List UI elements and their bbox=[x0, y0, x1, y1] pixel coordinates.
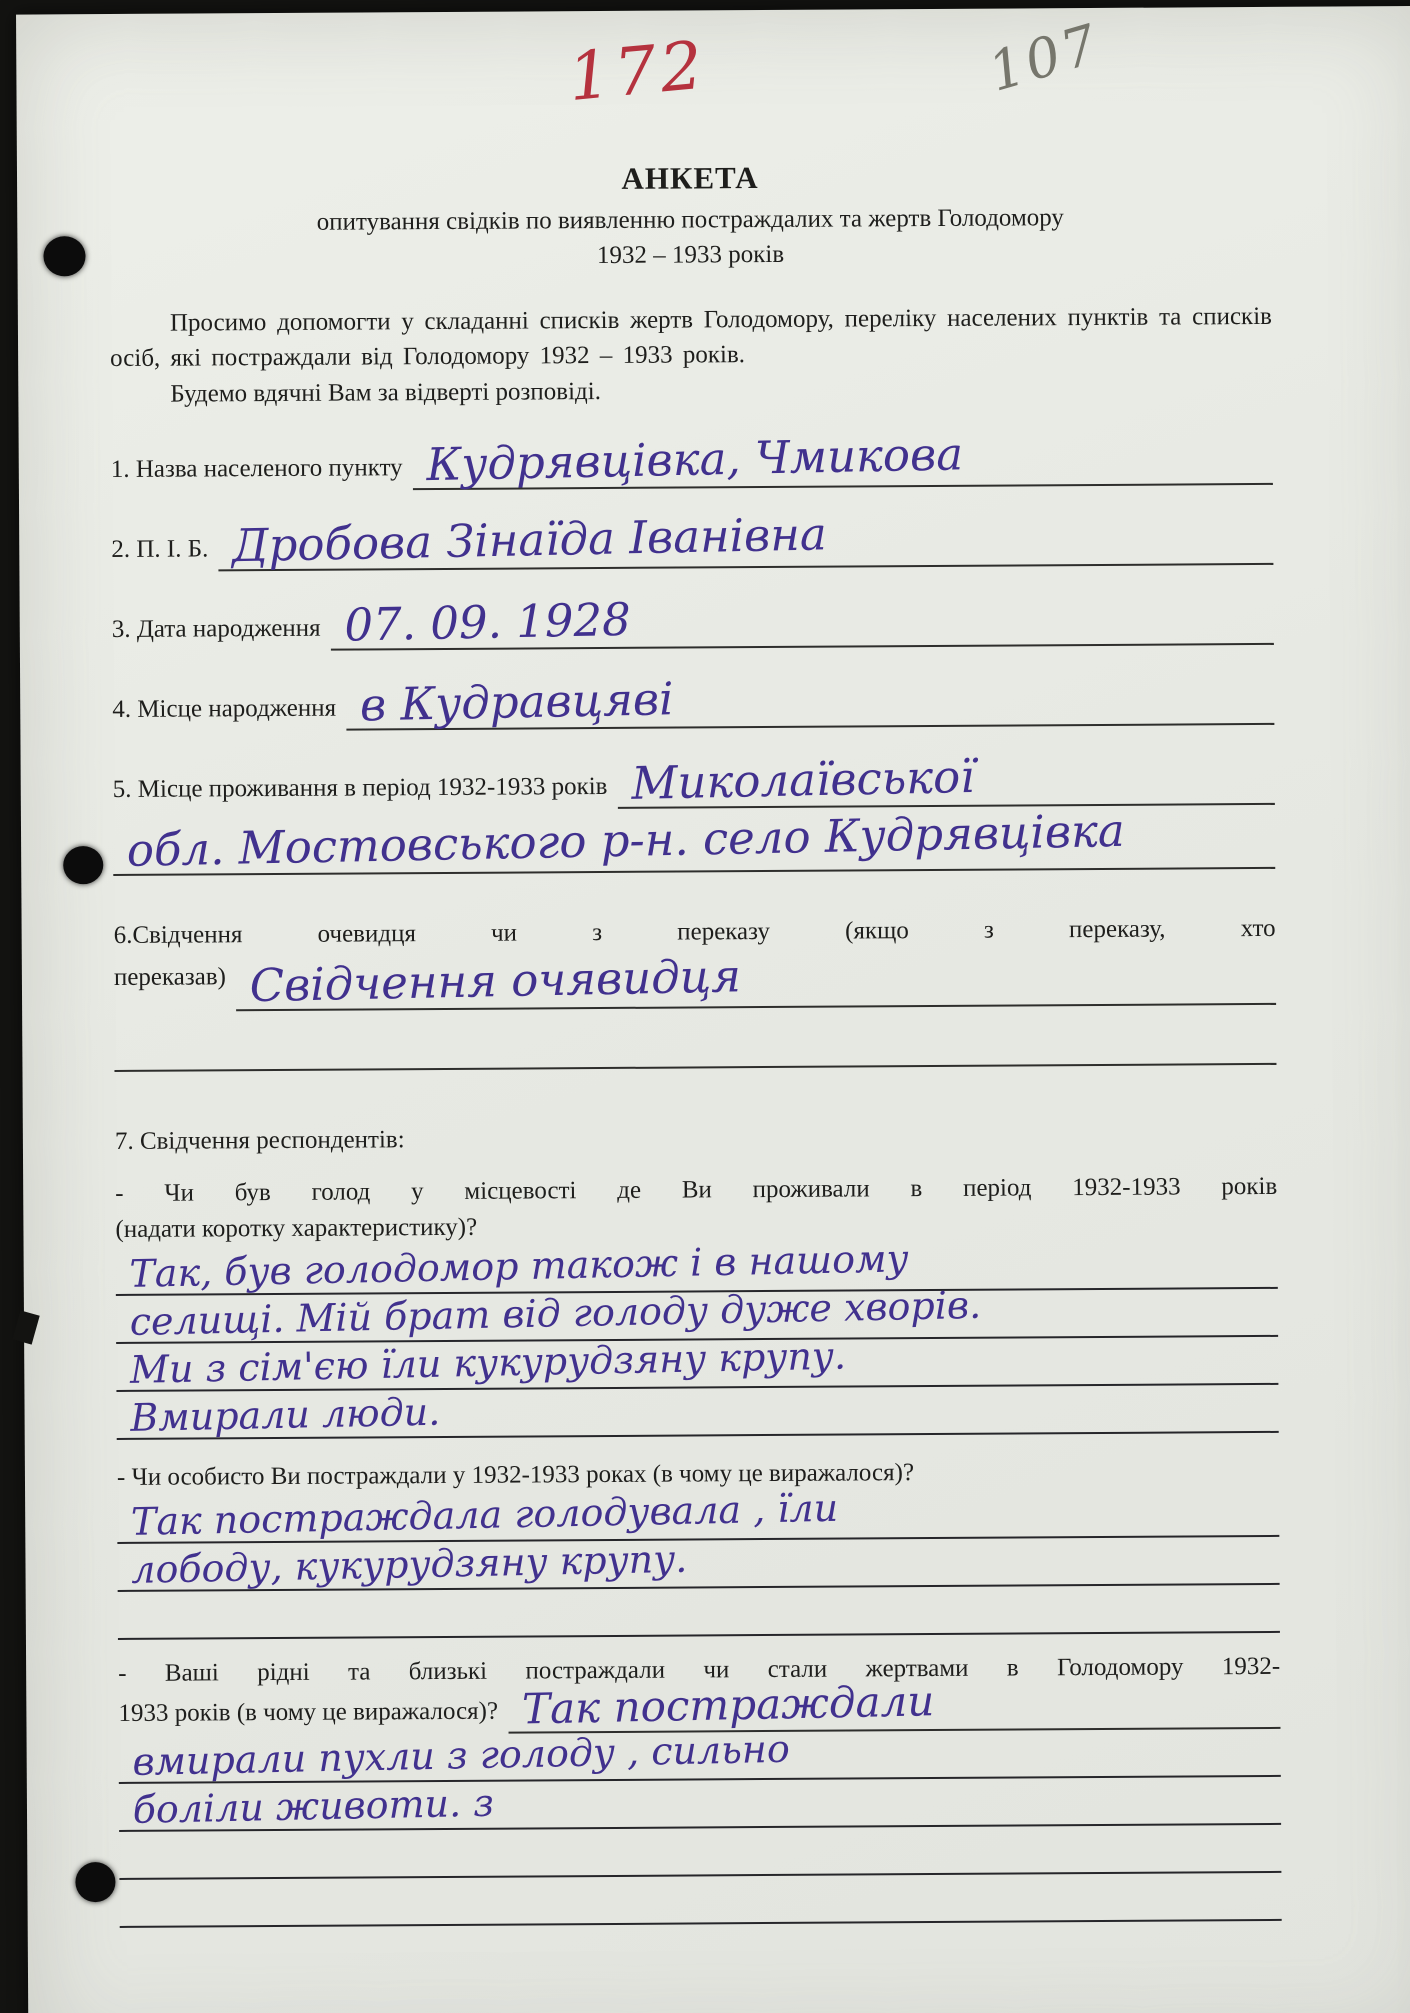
question2: - Чи особисто Ви постраждали у 1932-1933 роках (в чому це виражалося)? bbox=[116, 1459, 915, 1491]
ruled-line bbox=[119, 1825, 1281, 1880]
ruled-line bbox=[617, 749, 1275, 810]
handwritten-answer: селищі. Мій брат від голоду дуже хворів. bbox=[129, 1282, 982, 1344]
handwritten-answer: Вмирали люди. bbox=[129, 1389, 441, 1440]
field-residence-value-line1: Миколаївської bbox=[630, 749, 975, 810]
ruled-line bbox=[331, 592, 1274, 652]
question3-line2: 1933 років (в чому це виражалося)? bbox=[118, 1697, 499, 1727]
handwritten-answer: Так, був голодомор також і в нашому bbox=[129, 1236, 910, 1296]
field-birth-place-label: 4. Місце народження bbox=[112, 694, 337, 724]
field-residence-value-line2: обл. Мостовського р-н. село Кудрявцівка bbox=[126, 803, 1126, 877]
field-full-name bbox=[111, 507, 1273, 573]
ruled-line bbox=[118, 1585, 1280, 1640]
handwritten-answer: Так постраждала голодувала , їли bbox=[130, 1485, 839, 1544]
handwritten-answer: Так постраждали bbox=[521, 1676, 935, 1734]
field-settlement-label: 1. Назва населеного пункту bbox=[110, 454, 403, 484]
ruled-line bbox=[113, 803, 1275, 877]
question3-line1: - Ваші рідні та близькі постраждали чи стали жертвами в Голодомору 1932- bbox=[118, 1652, 1281, 1687]
ruled-line bbox=[116, 1333, 1278, 1392]
ruled-line bbox=[346, 672, 1274, 732]
field-full-name-value: Дробова Зінаїда Іванівна bbox=[231, 507, 828, 573]
field-residence-label: 5. Місце проживання в період 1932-1933 років bbox=[112, 772, 608, 803]
ruled-line bbox=[114, 1019, 1276, 1072]
handwritten-answer: вмирали пухли з голоду , сильно bbox=[131, 1726, 791, 1784]
ruled-line bbox=[218, 507, 1273, 573]
ruled-line bbox=[119, 1873, 1281, 1928]
form-title: АНКЕТА bbox=[621, 160, 759, 196]
ruled-line bbox=[236, 951, 1276, 1011]
form-subtitle-line2: 1932 – 1933 років bbox=[596, 240, 785, 270]
question1-line1: - Чи був голод у місцевості де Ви проживали в період 1932-1933 років bbox=[115, 1172, 1278, 1207]
ruled-line bbox=[117, 1485, 1279, 1544]
form-subtitle-line1: опитування свідків по виявленню постраждалих та жертв Голодомору bbox=[316, 204, 1064, 236]
ruled-line bbox=[116, 1385, 1278, 1440]
ruled-line bbox=[119, 1777, 1281, 1832]
ruled-line bbox=[508, 1676, 1281, 1734]
field-birth-date bbox=[111, 592, 1274, 652]
ruled-line bbox=[117, 1537, 1279, 1592]
document-page bbox=[16, 6, 1410, 2013]
field-testimony-type-label-line1: 6.Свідчення очевидця чи з переказу (якщо з переказу, хто bbox=[113, 914, 1276, 949]
intro-thanks: Будемо вдячні Вам за відверті розповіді. bbox=[170, 378, 602, 408]
field-birth-date-label: 3. Дата народження bbox=[111, 614, 321, 644]
section7-heading: 7. Свідчення респондентів: bbox=[114, 1126, 405, 1155]
field-birth-place bbox=[112, 672, 1274, 732]
field-birth-date-value: 07. 09. 1928 bbox=[343, 592, 632, 652]
field-testimony-type bbox=[114, 951, 1276, 1012]
field-birth-place-value: в Кудравцяві bbox=[359, 672, 674, 732]
question1-line2: (надати коротку характеристику)? bbox=[115, 1213, 478, 1243]
handwritten-answer: Ми з сім'єю їли кукурудзяну крупу. bbox=[129, 1333, 847, 1392]
field-settlement bbox=[110, 427, 1273, 492]
ruled-line bbox=[413, 427, 1273, 492]
ruled-line bbox=[119, 1726, 1281, 1784]
handwritten-answer: лободу, кукурудзяну крупу. bbox=[130, 1536, 688, 1592]
field-full-name-label: 2. П. І. Б. bbox=[111, 535, 209, 564]
archival-number-red: 172 bbox=[565, 26, 710, 117]
intro-paragraph: Просимо допомогти у складанні списків жертв Голодомору, переліку населених пунктів та списків осіб, які постраждали від Голодомору 1932 – 1933 років. bbox=[110, 302, 1272, 373]
archival-number-pencil: 107 bbox=[981, 11, 1107, 104]
field-testimony-type-label-line2: переказав) bbox=[113, 963, 227, 991]
handwritten-answer: боліли животи. з bbox=[132, 1780, 495, 1832]
field-settlement-value: Кудрявцівка, Чмикова bbox=[425, 427, 964, 492]
field-testimony-type-value: Свідчення очявидця bbox=[249, 949, 742, 1013]
